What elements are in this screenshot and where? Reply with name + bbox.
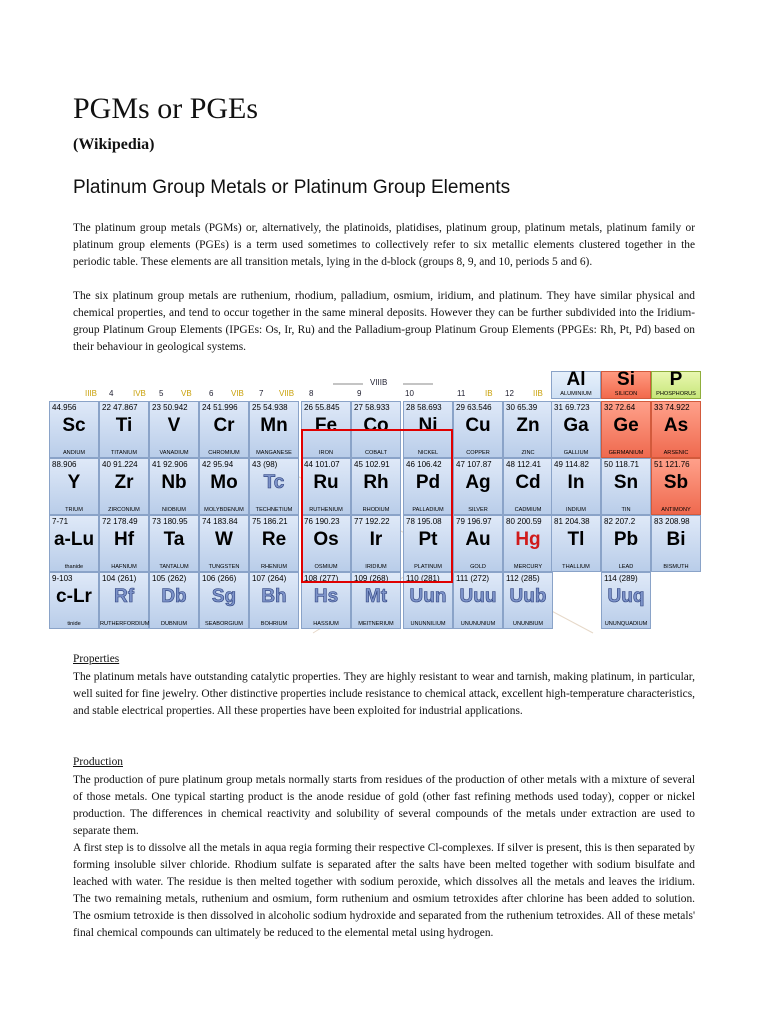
group-label: IVB	[133, 389, 146, 398]
element-name: SILICON	[614, 391, 638, 397]
group-label: 10	[405, 389, 414, 398]
element-name: ZINC	[521, 450, 535, 456]
page-subtitle: Platinum Group Metals or Platinum Group Elements	[73, 177, 511, 198]
element-number: 73 180.95	[152, 517, 188, 526]
group-label: VB	[181, 389, 192, 398]
element-name: TUNGSTEN	[208, 564, 240, 570]
group-label: VIIB	[279, 389, 295, 398]
element-name: ANTIMONY	[661, 507, 691, 513]
element-cell	[551, 515, 601, 572]
element-number: 26 55.845	[304, 403, 340, 412]
element-name: MANGANESE	[256, 450, 292, 456]
group-label: 5	[159, 389, 164, 398]
element-symbol: Pb	[613, 529, 639, 550]
element-symbol: Uun	[409, 586, 447, 607]
element-symbol: Sg	[211, 586, 237, 607]
element-cell	[249, 515, 299, 572]
element-symbol: Db	[161, 586, 187, 607]
element-number: 41 92.906	[152, 460, 188, 469]
group-label: VIIIB	[370, 378, 388, 387]
properties-heading: Properties	[73, 653, 120, 665]
element-cell	[651, 515, 701, 572]
element-number: 80 200.59	[506, 517, 542, 526]
element-symbol: Sn	[613, 472, 639, 493]
element-number: 78 195.08	[406, 517, 442, 526]
element-number: 44 101.07	[304, 460, 340, 469]
element-number: 45 102.91	[354, 460, 390, 469]
element-symbol: Uuu	[459, 586, 497, 607]
element-cell	[601, 371, 651, 399]
element-cell	[99, 515, 149, 572]
intro-paragraph-2: The six platinum group metals are ruthenium, rhodium, palladium, osmium, iridium, and platinum. They have similar physical and chemical properties, and tend to occur together in the same mineral deposits. However they can be further subdivided into the Iridium-group Platinum Group Elements (IPGEs: Os, Ir, Ru) and the Palladium-group Platinum Group Elements (PPGEs: Rh, Pt, Pd) based on their behaviour in geological systems.	[73, 290, 695, 353]
element-name: VANADIUM	[159, 450, 189, 456]
element-number: 46 106.42	[406, 460, 442, 469]
element-cell	[49, 401, 99, 458]
element-cell	[551, 458, 601, 515]
element-cell	[651, 458, 701, 515]
group-label: 9	[357, 389, 362, 398]
element-name: SEABORGIUM	[205, 621, 243, 627]
element-name: PALLADIUM	[412, 507, 444, 513]
element-symbol: Al	[566, 369, 586, 390]
element-cell	[601, 572, 651, 629]
element-symbol: Mn	[260, 415, 288, 436]
element-symbol: Bh	[261, 586, 287, 607]
element-cell	[199, 458, 249, 515]
element-number: 7-71	[52, 517, 69, 526]
element-name: TRIUM	[65, 507, 83, 513]
element-cell	[149, 401, 199, 458]
element-name: GERMANIUM	[608, 450, 644, 456]
element-number: 114 (289)	[604, 574, 638, 583]
element-name: ARSENIC	[663, 450, 689, 456]
element-number: 42 95.94	[202, 460, 234, 469]
element-number: 24 51.996	[202, 403, 238, 412]
element-name: RHODIUM	[362, 507, 390, 513]
element-name: TECHNETIUM	[255, 507, 293, 513]
element-symbol: Co	[363, 415, 389, 436]
production-paragraph-1: The production of pure platinum group metals normally starts from residues of the production of other metals with a mixture of several of those metals. One typical starting product is the anode residue of gold (other fast refining methods used today), copper or nickel production. The differences in chemical reactivity and solubility of several compounds of the metals under extraction are used to separate them.	[73, 774, 695, 837]
element-symbol: Uub	[509, 586, 547, 607]
element-cell	[199, 401, 249, 458]
element-symbol: Ni	[418, 415, 438, 436]
element-cell	[249, 458, 299, 515]
element-cell	[503, 401, 553, 458]
element-number: 83 208.98	[654, 517, 690, 526]
element-number: 27 58.933	[354, 403, 390, 412]
element-name: HASSIUM	[313, 621, 339, 627]
element-symbol: Cr	[213, 415, 235, 436]
element-cell	[651, 401, 701, 458]
element-number: 77 192.22	[354, 517, 390, 526]
element-number: 79 196.97	[456, 517, 492, 526]
element-name: ALUMINIUM	[560, 391, 592, 397]
element-name: TIN	[621, 507, 631, 513]
element-symbol: Hf	[113, 529, 135, 550]
element-number: 75 186.21	[252, 517, 288, 526]
element-cell	[49, 515, 99, 572]
element-symbol: Pt	[418, 529, 438, 550]
element-cell	[551, 371, 601, 399]
element-number: 104 (261)	[102, 574, 137, 583]
element-name: UNUNBIUM	[512, 621, 544, 627]
element-number: 48 112.41	[506, 460, 541, 469]
element-number: 105 (262)	[152, 574, 187, 583]
element-symbol: As	[663, 415, 689, 436]
element-number: 51 121.76	[654, 460, 690, 469]
group-label: 4	[109, 389, 114, 398]
element-cell	[249, 572, 299, 629]
element-name: SILVER	[468, 507, 488, 513]
element-symbol: Hs	[313, 586, 339, 607]
element-cell	[601, 458, 651, 515]
element-name: CHROMIUM	[208, 450, 240, 456]
element-symbol: a-Lu	[53, 529, 95, 550]
element-name: BOHRIUM	[260, 621, 288, 627]
element-name: IRIDIUM	[365, 564, 387, 570]
element-symbol: W	[215, 529, 233, 550]
element-name: PLATINUM	[414, 564, 442, 570]
group-label: IIIB	[85, 389, 98, 398]
element-name: BISMUTH	[663, 564, 689, 570]
element-name: NIOBIUM	[162, 507, 186, 513]
element-name: ZIRCONIUM	[108, 507, 140, 513]
element-name: LEAD	[618, 564, 634, 570]
element-cell	[601, 401, 651, 458]
element-symbol: V	[167, 415, 181, 436]
element-symbol: Os	[313, 529, 339, 550]
element-cell	[49, 458, 99, 515]
element-number: 28 58.693	[406, 403, 442, 412]
element-symbol: Sb	[663, 472, 689, 493]
element-symbol: Cd	[515, 472, 541, 493]
element-number: 110 (281)	[406, 574, 440, 583]
element-cell	[99, 401, 149, 458]
element-symbol: Zn	[516, 415, 540, 436]
element-symbol: Re	[261, 529, 287, 550]
element-name: RUTHERFORDIUM	[100, 621, 150, 627]
element-name: COPPER	[466, 450, 490, 456]
element-cell	[453, 572, 503, 629]
element-number: 47 107.87	[456, 460, 492, 469]
element-cell	[503, 572, 553, 629]
element-symbol: Ti	[115, 415, 133, 436]
element-name: DUBNIUM	[160, 621, 188, 627]
production-heading: Production	[73, 756, 123, 768]
element-name: UNUNUNIUM	[460, 621, 496, 627]
group-label: 7	[259, 389, 264, 398]
element-symbol: Hg	[515, 529, 541, 550]
element-number: 107 (264)	[252, 574, 287, 583]
element-number: 25 54.938	[252, 403, 288, 412]
group-label: IIB	[533, 389, 543, 398]
element-name: CADMIUM	[514, 507, 542, 513]
element-name: HAFNIUM	[111, 564, 137, 570]
element-symbol: Uuq	[607, 586, 645, 607]
element-name: COBALT	[365, 450, 387, 456]
element-number: 111 (272)	[456, 574, 490, 583]
group-label: VIB	[231, 389, 244, 398]
element-cell	[149, 572, 199, 629]
element-name: THALLIUM	[562, 564, 590, 570]
element-number: 112 (285)	[506, 574, 540, 583]
element-symbol: Ge	[613, 415, 639, 436]
element-number: 50 118.71	[604, 460, 639, 469]
element-name: UNUNNILIUM	[410, 621, 446, 627]
element-cell	[601, 515, 651, 572]
element-symbol: Zr	[114, 472, 134, 493]
element-cell	[149, 458, 199, 515]
element-number: 22 47.867	[102, 403, 138, 412]
element-name: IRON	[319, 450, 333, 456]
platinum-group-highlight	[301, 429, 453, 583]
periodic-table-image	[52, 369, 696, 633]
element-name: GOLD	[470, 564, 486, 570]
element-number: 29 63.546	[456, 403, 492, 412]
element-number: 9-103	[52, 574, 73, 583]
element-number: 108 (277)	[304, 574, 339, 583]
element-symbol: Rh	[363, 472, 389, 493]
element-symbol: Sc	[62, 415, 86, 436]
element-name: INDIUM	[566, 507, 586, 513]
element-name: MERCURY	[513, 564, 543, 570]
element-symbol: Y	[67, 472, 81, 493]
element-number: 106 (266)	[202, 574, 237, 583]
element-symbol: Mo	[210, 472, 238, 493]
element-symbol: Fe	[314, 415, 338, 436]
element-symbol: P	[669, 369, 683, 390]
element-number: 23 50.942	[152, 403, 188, 412]
element-number: 31 69.723	[554, 403, 590, 412]
element-name: OSMIUM	[314, 564, 338, 570]
element-symbol: Ru	[313, 472, 339, 493]
element-number: 81 204.38	[554, 517, 590, 526]
group-label: 11	[457, 389, 466, 398]
element-number: 88.906	[52, 460, 77, 469]
element-name: ANDIUM	[62, 450, 86, 456]
element-name: TITANIUM	[111, 450, 137, 456]
element-symbol: Ir	[369, 529, 383, 550]
element-name: MOLYBDENUM	[204, 507, 244, 513]
element-number: 32 72.64	[604, 403, 636, 412]
element-cell	[199, 572, 249, 629]
element-cell	[149, 515, 199, 572]
element-symbol: Tl	[567, 529, 585, 550]
element-number: 43 (98)	[252, 460, 278, 469]
element-cell	[199, 515, 249, 572]
element-cell	[503, 458, 553, 515]
element-number: 109 (268)	[354, 574, 389, 583]
properties-paragraph: The platinum metals have outstanding catalytic properties. They are highly resistant to wear and tarnish, making platinum, in particular, well suited for fine jewelry. Other distinctive properties include resistance to chemical attack, excellent high-temperature characteristics, and stable electrical properties. All these properties have been exploited for industrial applications.	[73, 671, 695, 717]
element-symbol: Ta	[163, 529, 185, 550]
element-symbol: Bi	[666, 529, 686, 550]
element-cell	[503, 515, 553, 572]
element-name: GALLIUM	[563, 450, 589, 456]
element-name: RHENIUM	[260, 564, 288, 570]
production-paragraph-2: A first step is to dissolve all the metals in aqua regia forming their respective Cl-complexes. If silver is present, this is then separated by forming insoluble silver chloride. Rhodium sulfate is separated after the salts have been melted together with sodium bisulfate and leached with water. The residue is then melted together with sodium peroxide, which dissolves all the metals and leaves the iridium. The two remaining metals, ruthenium and osmium, form ruthenium and osmium tetroxides after chlorine has been added to solution. The osmium tetroxide is then dissolved in alcoholic sodium hydroxide and separated from the ruthenium tetroxides. All of these metals' final chemical compounds can ultimately be reduced to the elemental metal using hydrogen.	[73, 842, 695, 939]
element-cell	[49, 572, 99, 629]
element-number: 33 74.922	[654, 403, 690, 412]
element-symbol: Mt	[364, 586, 388, 607]
element-cell	[651, 371, 701, 399]
element-symbol: Rf	[113, 586, 135, 607]
element-number: 74 183.84	[202, 517, 238, 526]
element-cell	[453, 401, 503, 458]
element-symbol: Nb	[161, 472, 187, 493]
element-number: 30 65.39	[506, 403, 538, 412]
element-name: tinide	[67, 621, 81, 627]
element-symbol: Pd	[415, 472, 441, 493]
element-symbol: c-Lr	[56, 586, 92, 607]
element-number: 72 178.49	[102, 517, 138, 526]
element-cell	[99, 458, 149, 515]
element-cell	[249, 401, 299, 458]
element-name: thanide	[64, 564, 84, 570]
element-symbol: Au	[465, 529, 491, 550]
element-number: 40 91.224	[102, 460, 138, 469]
element-name: PHOSPHORUS	[656, 391, 696, 397]
element-symbol: Cu	[465, 415, 491, 436]
element-name: UNUNQUADIUM	[604, 621, 648, 627]
group-label: 6	[209, 389, 214, 398]
element-cell	[453, 515, 503, 572]
element-cell	[99, 572, 149, 629]
element-number: 76 190.23	[304, 517, 340, 526]
element-symbol: Tc	[263, 472, 285, 493]
group-label: IB	[485, 389, 493, 398]
element-symbol: Ag	[465, 472, 491, 493]
element-symbol: Si	[617, 369, 635, 390]
element-name: NICKEL	[417, 450, 439, 456]
intro-paragraph-1: The platinum group metals (PGMs) or, alternatively, the platinoids, platidises, platinum group, platinum metals, platinum family or platinum group elements (PGEs) is a term used sometimes to collectively refer to six metallic elements clustered together in the periodic table. These elements are all transition metals, lying in the d-block (groups 8, 9, and 10, periods 5 and 6).	[73, 222, 695, 268]
source-label: (Wikipedia)	[73, 136, 155, 153]
element-name: MEITNERIUM	[358, 621, 394, 627]
element-name: TANTALUM	[159, 564, 189, 570]
group-label: 12	[505, 389, 514, 398]
element-number: 44.956	[52, 403, 77, 412]
element-number: 82 207.2	[604, 517, 636, 526]
element-name: RUTHENIUM	[309, 507, 343, 513]
element-cell	[453, 458, 503, 515]
group-label: 8	[309, 389, 314, 398]
element-number: 49 114.82	[554, 460, 589, 469]
element-symbol: In	[567, 472, 585, 493]
element-symbol: Ga	[563, 415, 589, 436]
element-cell	[551, 401, 601, 458]
page-title: PGMs or PGEs	[73, 92, 259, 125]
